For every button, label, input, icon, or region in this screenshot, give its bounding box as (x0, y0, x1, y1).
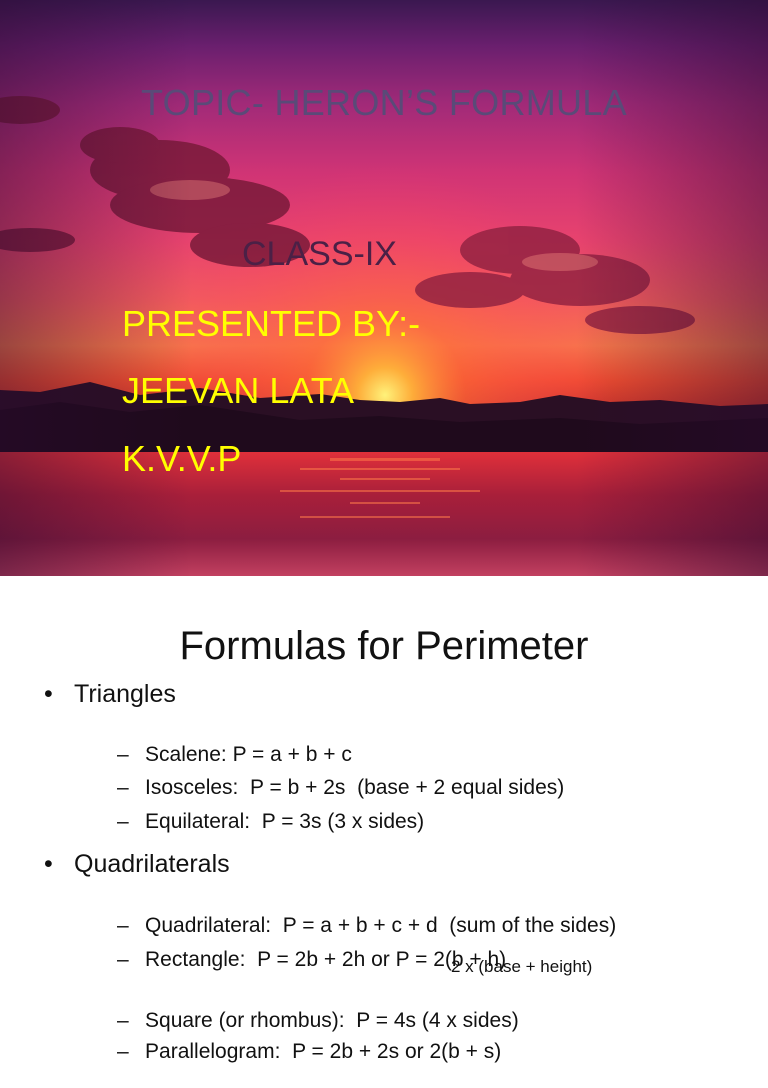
dash-glyph: – (117, 1009, 129, 1032)
dash-glyph: – (117, 1040, 129, 1063)
sub-item (82, 1016, 501, 1088)
formula-text: Rectangle: P = 2b + 2h or P = 2(b + h) (145, 948, 507, 971)
formula-text: Parallelogram: P = 2b + 2s or 2(b + s) (145, 1040, 502, 1063)
presenter-school: K.V.V.P (122, 438, 242, 479)
dash-glyph: – (117, 743, 129, 766)
bullet-item-triangles (44, 680, 176, 709)
formula-text: Scalene: P = a + b + c (145, 743, 352, 766)
presenter-line: PRESENTED BY:- (122, 303, 421, 344)
slide-title: Formulas for Perimeter (179, 624, 589, 668)
bullet-glyph: • (44, 850, 53, 878)
bullet-heading: Quadrilaterals (74, 850, 230, 878)
dash-glyph: – (117, 948, 129, 971)
perimeter-formulas-slide (0, 576, 768, 1063)
formula-text: Equilateral: P = 3s (3 x sides) (145, 810, 425, 833)
dash-glyph: – (117, 776, 129, 799)
formula-text: Isosceles: P = b + 2s (base + 2 equal sides) (145, 776, 565, 799)
bullet-heading: Triangles (74, 680, 176, 708)
class-label: CLASS-IX (242, 235, 397, 273)
sub-item (82, 786, 424, 858)
bullet-item-quadrilaterals (44, 850, 230, 879)
bullet-glyph: • (44, 680, 53, 708)
rectangle-note: 2 x (base + height) (451, 957, 593, 976)
presenter-name: JEEVAN LATA (122, 370, 355, 411)
formula-text: Square (or rhombus): P = 4s (4 x sides) (145, 1009, 519, 1032)
dash-glyph: – (117, 914, 129, 937)
formula-text: Quadrilateral: P = a + b + c + d (sum of the sides) (145, 914, 617, 937)
dash-glyph: – (117, 810, 129, 833)
slide-title: TOPIC- HERON’S FORMULA (141, 82, 627, 123)
